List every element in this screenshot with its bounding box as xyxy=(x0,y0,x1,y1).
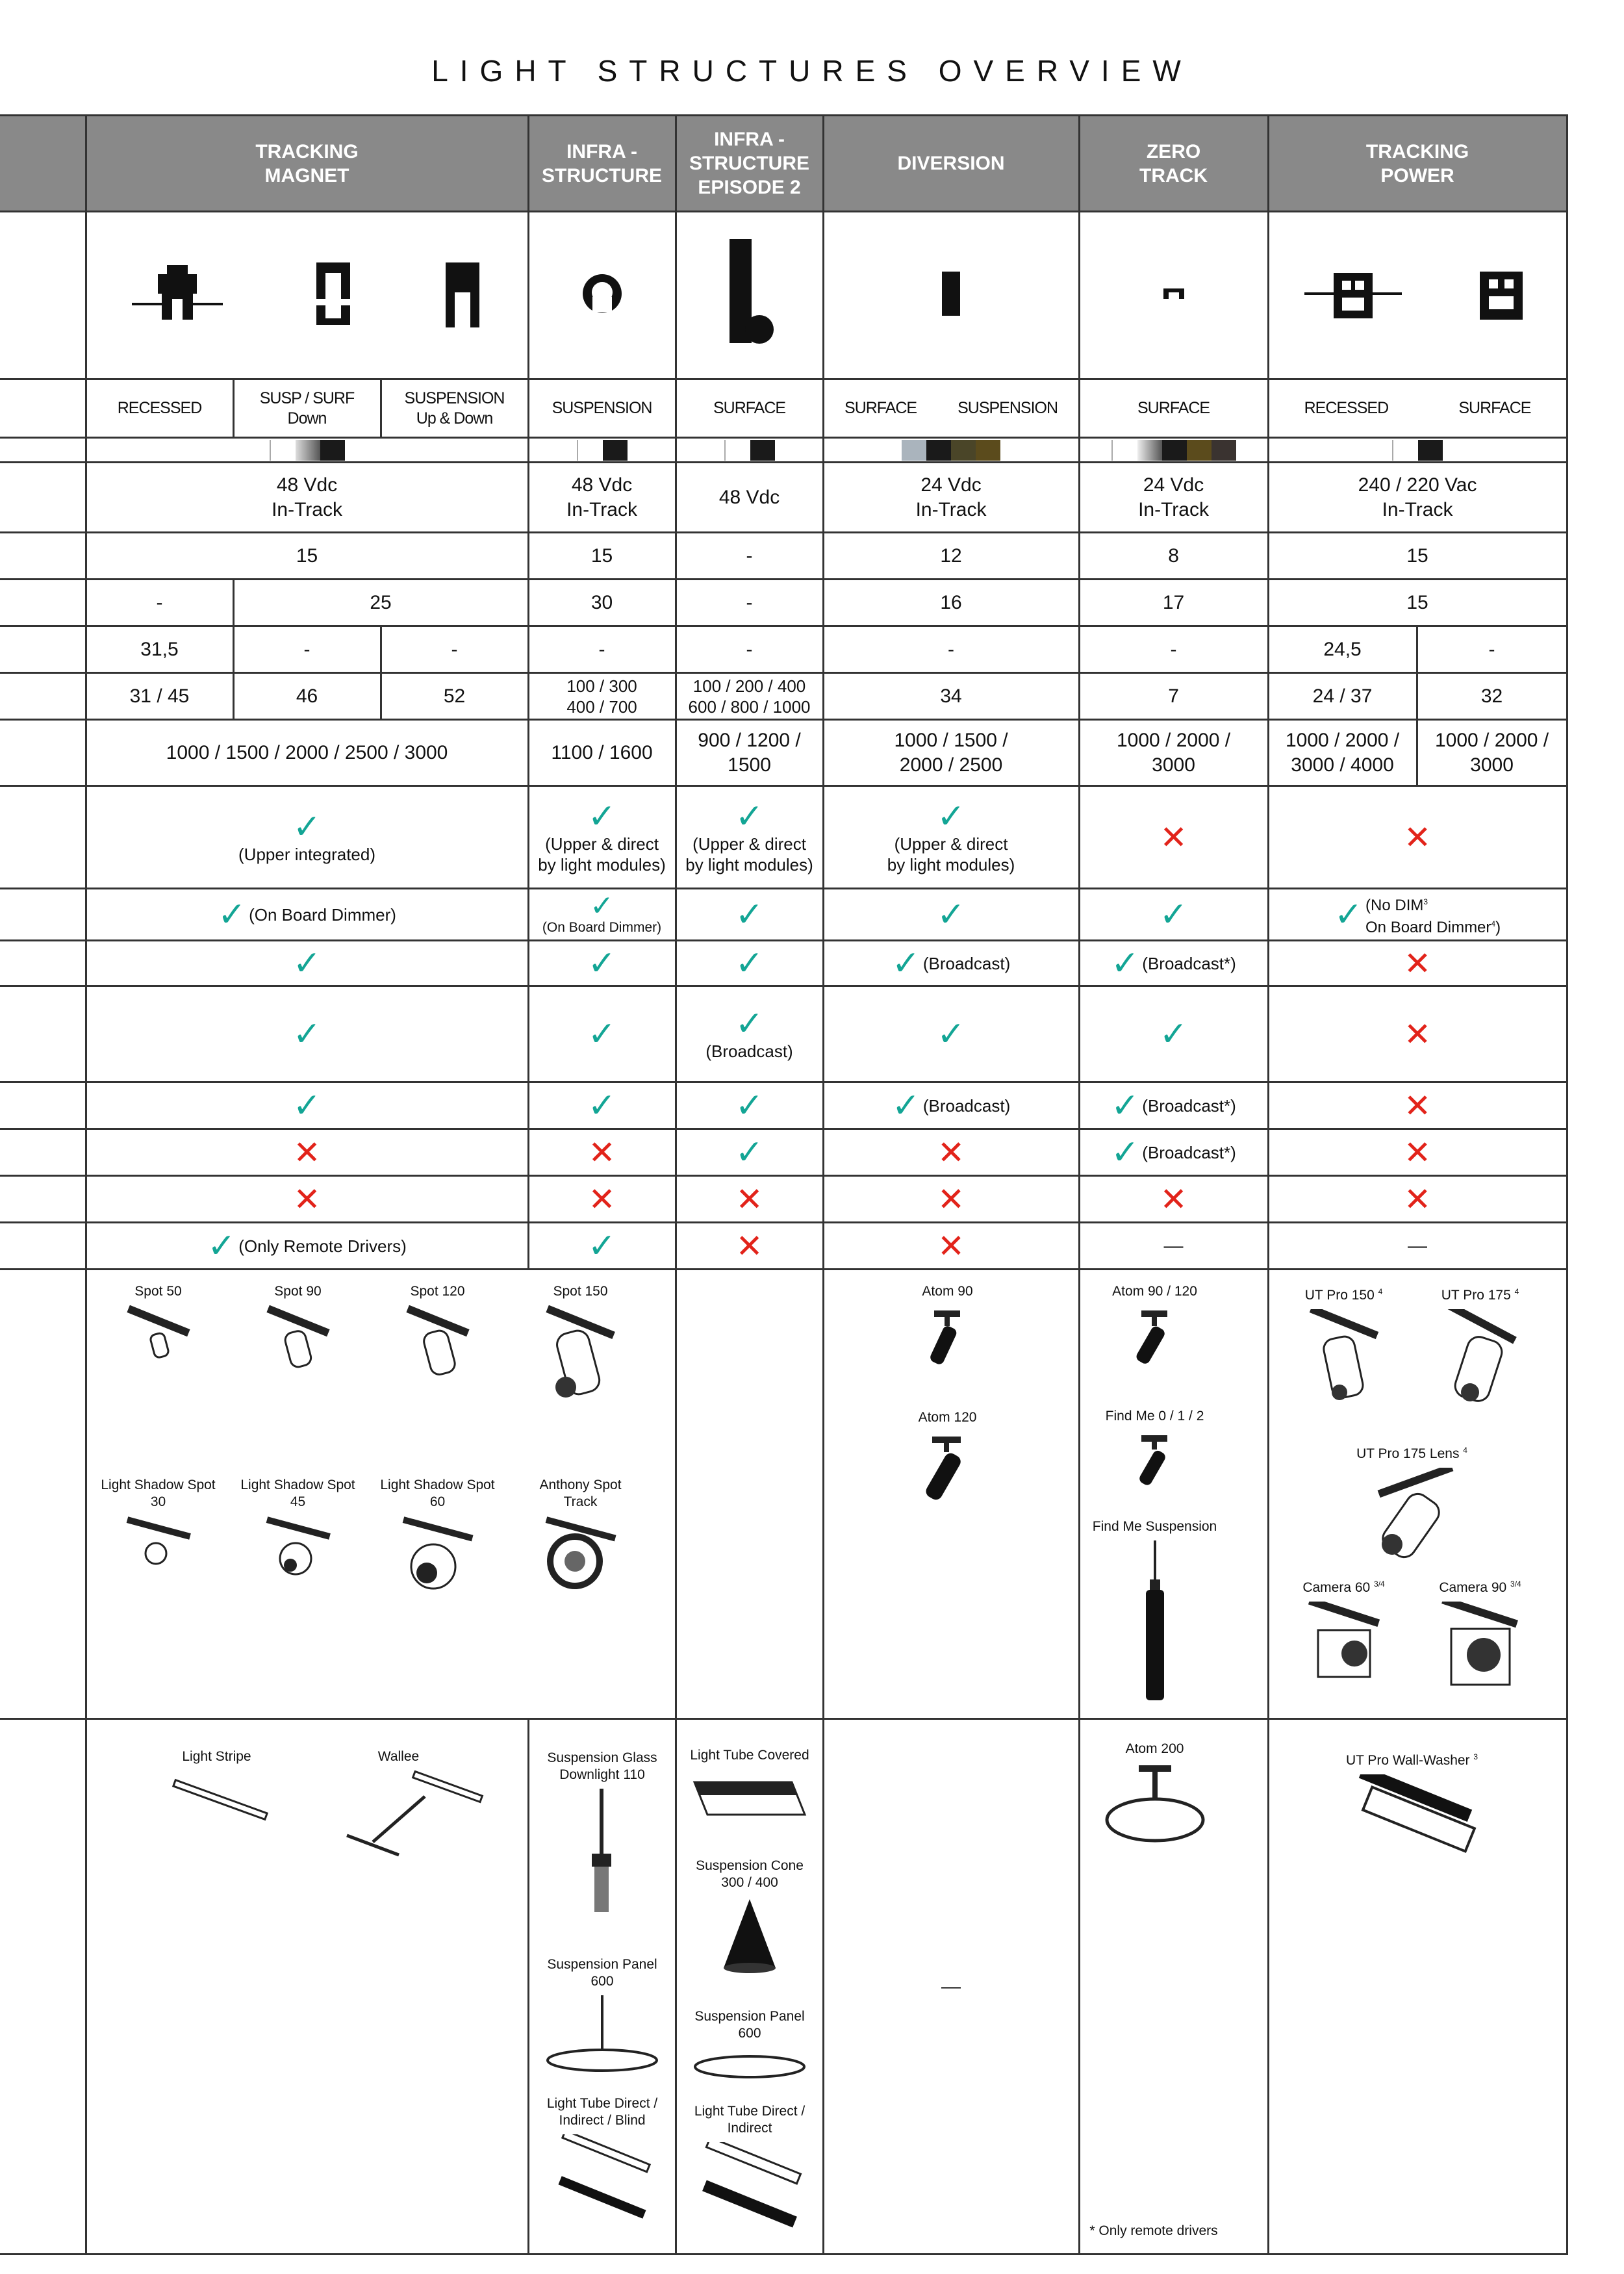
linear-infrastructure-episode2 xyxy=(676,1719,823,2255)
check-icon: ✓ xyxy=(587,797,616,836)
cross-icon: ✕ xyxy=(1404,1133,1431,1171)
feature-row-6: ✓ (Only Remote Drivers) ✓ ✕ ✕ — — xyxy=(0,1223,1567,1270)
profiles-tracking-power xyxy=(1268,212,1567,379)
product-wallee: Wallee xyxy=(334,1748,464,1868)
swatch-bronze xyxy=(1187,440,1212,461)
product-suspension-cone: Suspension Cone 300 / 400 xyxy=(683,1858,817,1974)
infra2-profile-icon xyxy=(720,235,779,352)
mount-infra2: SURFACE xyxy=(676,379,823,438)
cross-icon: ✕ xyxy=(1160,1180,1187,1218)
feature-row-5 xyxy=(0,1176,1567,1223)
feature-row-1: ✓ ✓ ✓ ✓ (Broadcast) ✓ (Broadcast*) ✕ xyxy=(0,941,1567,986)
spec-row-c: 31,5 - - - - - - 24,5 - xyxy=(0,626,1567,673)
header-tracking-power: TRACKING POWER xyxy=(1268,116,1567,212)
recessed-profile-icon xyxy=(132,260,223,331)
check-icon: ✓ xyxy=(735,1086,764,1125)
cross-icon: ✕ xyxy=(1404,1180,1431,1218)
product-atom-200: Atom 200 xyxy=(1093,1741,1217,1854)
swatch-grey xyxy=(296,440,320,461)
cross-icon: ✕ xyxy=(1404,944,1431,982)
swatch-black xyxy=(320,440,345,461)
spots-tracking-magnet xyxy=(86,1270,676,1719)
check-icon: ✓ xyxy=(590,889,614,923)
product-light-shadow-60: Light Shadow Spot 60 xyxy=(379,1477,496,1600)
product-spot-90: Spot 90 xyxy=(240,1283,357,1377)
check-icon: ✓ xyxy=(1111,943,1139,983)
product-suspension-glass-downlight: Suspension Glass Downlight 110 xyxy=(536,1750,669,1919)
check-icon: ✓ xyxy=(735,895,764,934)
profile-infrastructure-episode2 xyxy=(676,212,823,379)
finish-row xyxy=(0,438,1567,463)
header-blank xyxy=(0,116,86,212)
profile-infrastructure xyxy=(528,212,676,379)
zero-track-profile-icon xyxy=(1161,286,1187,301)
product-find-me-suspension: Find Me Suspension xyxy=(1087,1518,1223,1703)
product-camera-90: Camera 90 $^{3/4}$ xyxy=(1419,1576,1542,1693)
product-spot-120: Spot 120 xyxy=(379,1283,496,1383)
product-light-stripe: Light Stripe xyxy=(152,1748,282,1835)
product-light-tube-di-blind: Light Tube Direct / Indirect / Blind xyxy=(536,2095,669,2232)
integrated-row: ✓ (Upper integrated) ✓ (Upper & direct by light modules) ✓ (Upper & direct by light modules) ✓ (Upper & direct by light modules) ✕ ✕ xyxy=(0,786,1567,889)
product-ut-pro-175-lens: UT Pro 175 Lens $^4$ xyxy=(1334,1442,1490,1565)
check-icon: ✓ xyxy=(218,895,246,934)
product-atom-90: Atom 90 xyxy=(889,1283,1006,1377)
infra-profile-icon xyxy=(579,271,625,316)
linear-products-row xyxy=(0,1719,1567,2255)
product-ut-pro-175: UT Pro 175 $^4$ xyxy=(1419,1283,1542,1407)
header-tracking-magnet: TRACKING MAGNET xyxy=(86,116,528,212)
check-icon: ✓ xyxy=(735,1132,764,1172)
product-suspension-panel-600: Suspension Panel 600 xyxy=(536,1956,669,2080)
product-spot-50: Spot 50 xyxy=(100,1283,217,1370)
product-light-tube-covered: Light Tube Covered xyxy=(683,1747,817,1828)
swatch-olive xyxy=(951,440,976,461)
cross-icon: ✕ xyxy=(293,1133,321,1171)
linear-tracking-magnet xyxy=(86,1719,528,2255)
product-light-tube-di: Light Tube Direct / Indirect xyxy=(683,2103,817,2240)
dimmer-row: ✓ (On Board Dimmer) ✓ (On Board Dimmer) ✓ ✓ ✓ ✓ (No DIM$^3$ On Board Dimmer$^4$) xyxy=(0,889,1567,941)
spots-diversion xyxy=(823,1270,1079,1719)
product-ut-pro-wall-washer: UT Pro Wall-Washer $^3$ xyxy=(1334,1748,1490,1878)
check-icon: ✓ xyxy=(587,1086,616,1125)
check-icon: ✓ xyxy=(1111,1086,1139,1125)
spot-products-row xyxy=(0,1270,1567,1719)
cross-icon: ✕ xyxy=(735,1180,763,1218)
check-icon: ✓ xyxy=(891,1086,920,1125)
profile-diversion xyxy=(823,212,1079,379)
suspension-profile-icon xyxy=(443,260,482,331)
product-camera-60: Camera 60 $^{3/4}$ xyxy=(1282,1576,1406,1686)
mount-infra: SUSPENSION xyxy=(528,379,676,438)
swatch-dark-brown xyxy=(1212,440,1236,461)
mount-tp: RECESSED SURFACE xyxy=(1268,379,1567,438)
product-atom-120: Atom 120 xyxy=(889,1409,1006,1509)
spec-row-a: 15 15 - 12 8 15 xyxy=(0,533,1567,580)
footnote: * Only remote drivers xyxy=(1089,2223,1218,2238)
tp-recessed-profile-icon xyxy=(1304,266,1402,325)
swatch-black xyxy=(926,440,951,461)
cross-icon: ✕ xyxy=(735,1227,763,1265)
mount-row xyxy=(0,379,1567,438)
profile-zero-track xyxy=(1079,212,1268,379)
cross-icon: ✕ xyxy=(1160,818,1187,856)
check-icon: ✓ xyxy=(587,1014,616,1054)
check-icon: ✓ xyxy=(587,1226,616,1266)
mount-recessed: RECESSED xyxy=(86,379,233,438)
tp-surface-profile-icon xyxy=(1472,266,1530,325)
header-infrastructure-episode2: INFRA - STRUCTURE EPISODE 2 xyxy=(676,116,823,212)
product-anthony-spot-track: Anthony Spot Track xyxy=(522,1477,639,1594)
cross-icon: ✕ xyxy=(937,1180,965,1218)
check-icon: ✓ xyxy=(937,797,965,836)
spots-tracking-power xyxy=(1268,1270,1567,1719)
mount-suspension-updown: SUSPENSION Up & Down xyxy=(381,379,528,438)
mount-susp-surf: SUSP / SURF Down xyxy=(233,379,381,438)
check-icon: ✓ xyxy=(891,943,920,983)
header-row xyxy=(0,116,1567,212)
feature-row-2: ✓ ✓ ✓ (Broadcast) ✓ ✓ ✕ xyxy=(0,986,1567,1082)
cross-icon: ✕ xyxy=(937,1133,965,1171)
product-find-me: Find Me 0 / 1 / 2 xyxy=(1093,1408,1217,1495)
check-icon: ✓ xyxy=(1111,1132,1139,1172)
header-diversion: DIVERSION xyxy=(823,116,1079,212)
diversion-profile-icon xyxy=(938,268,964,320)
check-icon: ✓ xyxy=(292,1014,322,1054)
swatch-black xyxy=(750,440,775,461)
lengths-row: 1000 / 1500 / 2000 / 2500 / 3000 1100 / 1600 900 / 1200 / 1500 1000 / 1500 / 2000 / 2500 1000 / 2000 / 3000 1000 / 2000 / 3000 / 4000 1000 / 2000 / 3000 xyxy=(0,720,1567,786)
product-suspension-panel-600-e2: Suspension Panel 600 xyxy=(683,2008,817,2086)
profiles-tracking-magnet xyxy=(86,212,528,379)
cross-icon: ✕ xyxy=(937,1227,965,1265)
feature-row-3: ✓ ✓ ✓ ✓ (Broadcast) ✓ (Broadcast*) ✕ xyxy=(0,1082,1567,1129)
check-icon: ✓ xyxy=(937,1014,965,1054)
product-ut-pro-150: UT Pro 150 $^4$ xyxy=(1282,1283,1406,1407)
check-icon: ✓ xyxy=(735,1004,764,1043)
product-light-shadow-30: Light Shadow Spot 30 xyxy=(100,1477,217,1574)
product-light-shadow-45: Light Shadow Spot 45 xyxy=(240,1477,357,1587)
overview-table xyxy=(0,114,1568,2255)
swatch-grey xyxy=(1137,440,1162,461)
linear-diversion-empty: — xyxy=(823,1719,1079,2255)
check-icon: ✓ xyxy=(207,1226,236,1266)
product-atom-90-120: Atom 90 / 120 xyxy=(1093,1283,1217,1377)
cross-icon: ✕ xyxy=(293,1180,321,1218)
check-icon: ✓ xyxy=(1159,1014,1188,1054)
spec-row-d: 31 / 45 46 52 100 / 300 400 / 700 100 / 200 / 400 600 / 800 / 1000 34 7 24 / 37 32 xyxy=(0,673,1567,720)
linear-infrastructure xyxy=(528,1719,676,2255)
surface-profile-icon xyxy=(314,260,353,331)
voltage-row: 48 Vdc In-Track 48 Vdc In-Track 48 Vdc 24 Vdc In-Track 24 Vdc In-Track 240 / 220 Vac In-Track xyxy=(0,463,1567,533)
swatch-black xyxy=(1418,440,1443,461)
mount-diversion: SURFACE SUSPENSION xyxy=(823,379,1079,438)
product-spot-150: Spot 150 xyxy=(522,1283,639,1403)
check-icon: ✓ xyxy=(937,895,965,934)
check-icon: ✓ xyxy=(292,943,322,983)
check-icon: ✓ xyxy=(587,943,616,983)
check-icon: ✓ xyxy=(292,807,322,847)
swatch-bronze xyxy=(976,440,1000,461)
cross-icon: ✕ xyxy=(588,1180,616,1218)
cross-icon: ✕ xyxy=(1404,818,1431,856)
cross-icon: ✕ xyxy=(1404,1086,1431,1125)
spec-row-b: - 25 30 - 16 17 15 xyxy=(0,580,1567,626)
swatch-blue-grey xyxy=(902,440,926,461)
check-icon: ✓ xyxy=(735,797,764,836)
cross-icon: ✕ xyxy=(1404,1015,1431,1053)
page-title: LIGHT STRUCTURES OVERVIEW xyxy=(431,54,1193,88)
check-icon: ✓ xyxy=(1334,895,1363,934)
profile-row xyxy=(0,212,1567,379)
check-icon: ✓ xyxy=(735,943,764,983)
check-icon: ✓ xyxy=(1159,895,1188,934)
feature-row-4: ✕ ✕ ✓ ✕ ✓ (Broadcast*) ✕ xyxy=(0,1129,1567,1176)
header-zero-track: ZERO TRACK xyxy=(1079,116,1268,212)
linear-zero-track xyxy=(1079,1719,1268,2255)
cross-icon: ✕ xyxy=(588,1133,616,1171)
spots-zero-track xyxy=(1079,1270,1268,1719)
swatch-black xyxy=(603,440,628,461)
linear-tracking-power xyxy=(1268,1719,1567,2255)
mount-zero: SURFACE xyxy=(1079,379,1268,438)
check-icon: ✓ xyxy=(292,1086,322,1125)
header-infrastructure: INFRA - STRUCTURE xyxy=(528,116,676,212)
